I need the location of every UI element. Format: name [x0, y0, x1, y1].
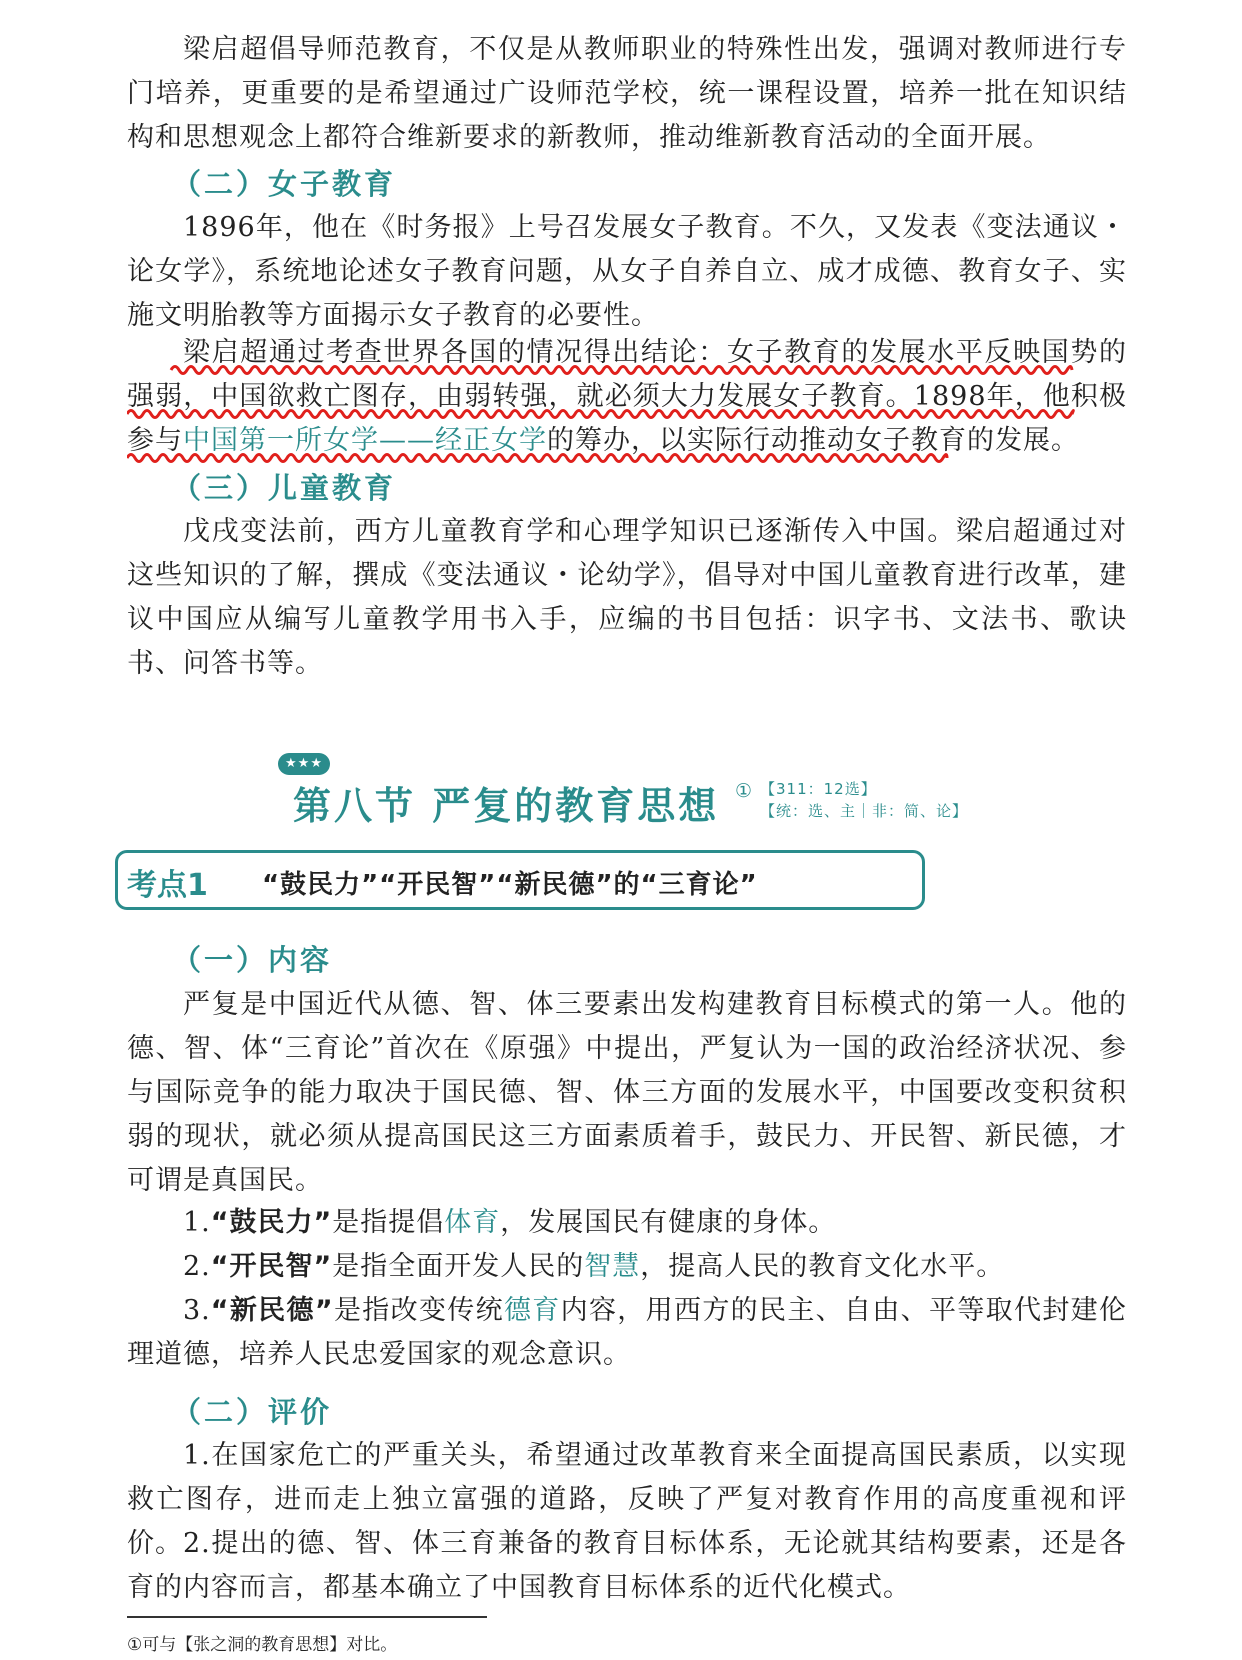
term-xinmin-de: “新民德”	[210, 1295, 334, 1326]
keyword-wisdom: 智慧	[584, 1251, 641, 1282]
paragraph-evaluation-2: 2.提出的德、智、体三育兼备的教育目标体系，无论就其结构要素，还是各育的内容而言，都基本确立了中国教育目标体系的近代化模式。	[127, 1528, 1127, 1603]
paragraph-women-education-2	[127, 331, 1127, 463]
key-point-label: 考点1	[127, 868, 208, 903]
list-item: 3.“新民德”是指改变传统德育内容，用西方的民主、自由、平等取代封建伦理道德，培养人民忠爱国家的观念意识。	[127, 1295, 1128, 1370]
footnote: ①可与【张之洞的教育思想】对比。	[127, 1635, 398, 1655]
term-gumin-li: “鼓民力”	[210, 1207, 333, 1238]
heading-evaluation: （二）评价	[172, 1395, 333, 1429]
exam-tag: 【311：12选】	[760, 780, 877, 798]
list-item: 2.“开民智”是指全面开发人民的智慧，提高人民的教育文化水平。	[183, 1251, 1005, 1282]
keyword-physical-education: 体育	[444, 1207, 501, 1238]
paragraph-child-education: 戊戌变法前，西方儿童教育学和心理学知识已逐渐传入中国。梁启超通过对这些知识的了解，撰成《变法通议・论幼学》，倡导对中国儿童教育进行改革，建议中国应从编写儿童教学用书入手，应编的书目包括：识字书、文法书、歌诀书、问答书等。	[127, 516, 1127, 679]
heading-child-education: （三）儿童教育	[172, 471, 397, 505]
section-footnote-marker: ①	[735, 780, 753, 802]
footnote-divider	[127, 1616, 487, 1618]
keyword-moral-education: 德育	[503, 1295, 561, 1326]
women-education-action: 的筹办，以实际行动推动女子教育的发展。	[547, 425, 1079, 456]
paragraph-women-education-1: 1896年，他在《时务报》上号召发展女子教育。不久，又发表《变法通议・论女学》，系统地论述女子教育问题，从女子自养自立、成才成德、教育女子、实施文明胎教等方面揭示女子教育的必要性。	[127, 212, 1127, 331]
highlight-jingzheng-school: 中国第一所女学——经正女学	[183, 425, 547, 456]
paragraph-three-education-theory: 严复是中国近代从德、智、体三要素出发构建教育目标模式的第一人。他的德、智、体“三育论”首次在《原强》中提出，严复认为一国的政治经济状况、参与国际竞争的能力取决于国民德、智、体三方面的发展水平，中国要改变积贫积弱的现状，就必须从提高国民这三方面素质着手，鼓民力、开民智、新民德，才可谓是真国民。	[127, 989, 1127, 1196]
heading-content: （一）内容	[172, 943, 333, 977]
paragraph-evaluation-1: 1.在国家危亡的严重关头，希望通过改革教育来全面提高国民素质，以实现救亡图存，进而走上独立富强的道路，反映了严复对教育作用的高度重视和评价。	[127, 1440, 1127, 1559]
women-education-conclusion: 梁启超通过考查世界各国的情况得出结论：女子教育的发展水平反映国势的强弱，中国欲救亡图存，由弱转强，就必须大力发展女子教育。1898年，他积极参与	[127, 337, 1127, 456]
paragraph-normal-school: 梁启超倡导师范教育，不仅是从教师职业的特殊性出发，强调对教师进行专门培养，更重要的是希望通过广设师范学校，统一课程设置，培养一批在知识结构和思想观念上都符合维新要求的新教师，推动维新教育活动的全面开展。	[127, 34, 1127, 153]
three-star-badge: ★★★	[278, 753, 330, 775]
list-item: 1.“鼓民力”是指提倡体育，发展国民有健康的身体。	[183, 1207, 837, 1238]
question-type-tag: 【统：选、主｜非：简、论】	[760, 802, 969, 820]
key-point-title: “鼓民力”“开民智”“新民德”的“三育论”	[262, 870, 758, 900]
heading-women-education: （二）女子教育	[172, 167, 397, 201]
term-kaimin-zhi: “开民智”	[210, 1251, 333, 1282]
section-title: 第八节 严复的教育思想	[293, 784, 720, 828]
